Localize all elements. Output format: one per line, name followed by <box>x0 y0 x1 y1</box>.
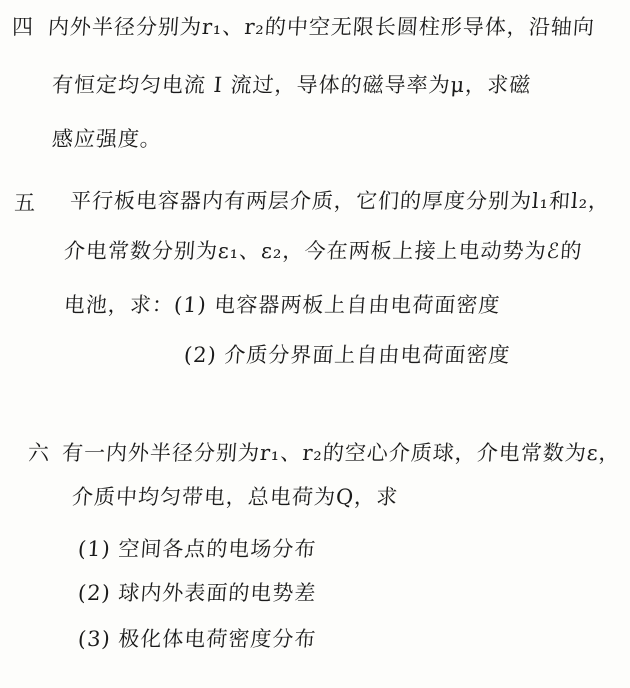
problem-4-line-3: 感应强度。 <box>51 127 163 151</box>
problem-6-line-1: 有一内外半径分别为r₁、r₂的空心介质球，介电常数为ε， <box>61 441 622 465</box>
problem-5-number: 五 <box>14 191 35 215</box>
problem-6-line-3: (1) 空间各点的电场分布 <box>77 537 318 561</box>
problem-4-number: 四 <box>12 15 33 39</box>
problem-6-line-5: (3) 极化体电荷密度分布 <box>77 627 318 651</box>
problem-4-line-2: 有恒定均匀电流 I 流过，导体的磁导率为μ，求磁 <box>51 73 533 97</box>
problem-6-line-2: 介质中均匀带电，总电荷为Q，求 <box>71 485 400 509</box>
problem-5-line-2: 介电常数分别为ε₁、ε₂，今在两板上接上电动势为ℰ的 <box>63 239 584 263</box>
problem-5-line-3: 电池，求：(1) 电容器两板上自由电荷面密度 <box>63 293 502 317</box>
problem-6-number: 六 <box>28 441 49 465</box>
problem-5-line-1: 平行板电容器内有两层介质，它们的厚度分别为l₁和l₂， <box>69 189 612 213</box>
problem-5-line-4: (2) 介质分界面上自由电荷面密度 <box>183 343 512 367</box>
problem-6-line-4: (2) 球内外表面的电势差 <box>77 581 318 605</box>
problem-4-line-1: 内外半径分别为r₁、r₂的中空无限长圆柱形导体，沿轴向 <box>47 15 596 39</box>
